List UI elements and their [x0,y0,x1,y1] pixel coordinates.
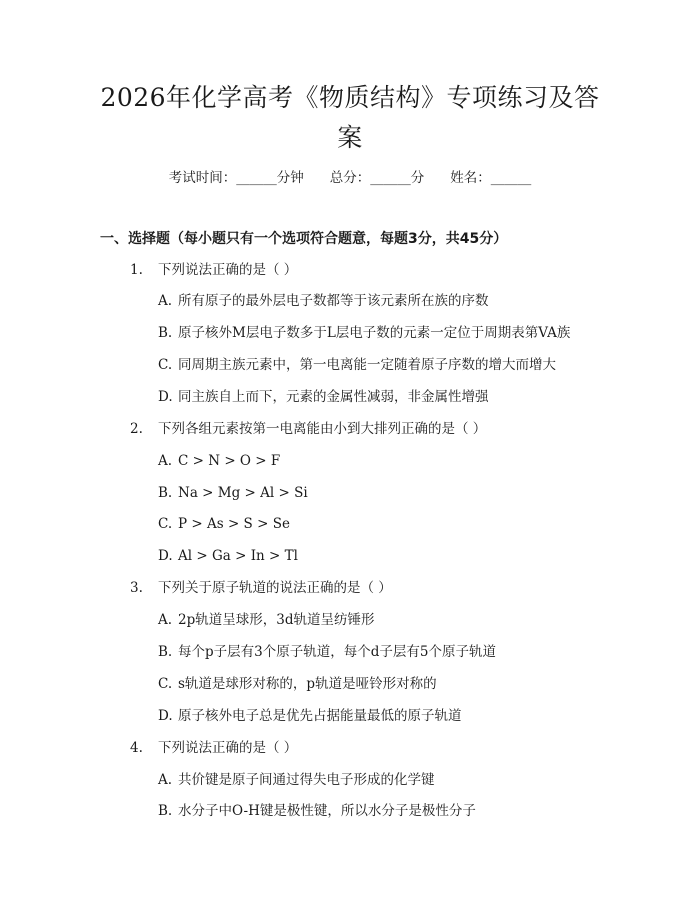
option-4a [158,771,435,789]
document-title [95,78,605,158]
title-line-2: 案 [337,123,363,152]
option-letter: B. [158,644,173,660]
option-letter: B. [158,485,173,501]
title-line-1: 2026年化学高考《物质结构》专项练习及答 [100,83,600,112]
question-number: 4. [130,740,143,756]
option-text: s轨道是球形对称的，p轨道是哑铃形对称的 [178,676,437,692]
option-1b [158,324,570,342]
question-stem: 下列各组元素按第一电离能由小到大排列正确的是（ ） [158,421,487,437]
exam-time-field: 考试时间：______分钟 [168,170,304,186]
option-text: 同主族自上而下，元素的金属性减弱，非金属性增强 [178,389,489,405]
option-text: 所有原子的最外层电子数都等于该元素所在族的序数 [178,293,489,309]
option-text: Al > Ga > In > Tl [178,548,298,564]
question-number: 3. [130,580,143,596]
option-letter: D. [158,389,173,405]
option-1c [158,356,556,374]
student-name-field: 姓名：______ [450,170,532,186]
option-3d [158,707,462,725]
total-score-field: 总分：______分 [329,170,425,186]
exam-info-line [0,169,700,187]
question-number: 2. [130,421,143,437]
option-2b [158,484,308,502]
option-letter: D. [158,548,173,564]
option-text: C > N > O > F [178,453,281,469]
option-letter: D. [158,708,173,724]
option-text: 同周期主族元素中，第一电离能一定随着原子序数的增大而增大 [178,357,556,373]
option-letter: A. [158,772,173,788]
question-number: 1. [130,262,143,278]
option-letter: A. [158,612,173,628]
option-text: 共价键是原子间通过得失电子形成的化学键 [178,772,435,788]
option-4b [158,802,476,820]
option-letter: B. [158,325,173,341]
option-2a [158,452,280,470]
question-stem: 下列说法正确的是（ ） [158,740,298,756]
option-2c [158,515,290,533]
section-heading: 一、选择题（每小题只有一个选项符合题意，每题3分，共45分） [100,231,508,247]
option-text: P > As > S > Se [178,516,290,532]
option-text: Na > Mg > Al > Si [178,485,308,501]
option-letter: A. [158,453,173,469]
question-stem: 下列说法正确的是（ ） [158,262,298,278]
option-text: 原子核外电子总是优先占据能量最低的原子轨道 [178,708,462,724]
option-3c [158,675,437,693]
option-text: 水分子中O-H键是极性键，所以水分子是极性分子 [178,803,476,819]
option-letter: C. [158,516,173,532]
option-text: 每个p子层有3个原子轨道，每个d子层有5个原子轨道 [178,644,496,660]
option-1d [158,388,489,406]
option-2d [158,547,298,565]
option-letter: A. [158,293,173,309]
question-stem: 下列关于原子轨道的说法正确的是（ ） [158,580,392,596]
option-3a [158,611,374,629]
option-text: 原子核外M层电子数多于L层电子数的元素一定位于周期表第VA族 [178,325,571,341]
option-letter: B. [158,803,173,819]
option-text: 2p轨道呈球形，3d轨道呈纺锤形 [178,612,375,628]
option-letter: C. [158,676,173,692]
option-1a [158,292,489,310]
option-letter: C. [158,357,173,373]
option-3b [158,643,496,661]
